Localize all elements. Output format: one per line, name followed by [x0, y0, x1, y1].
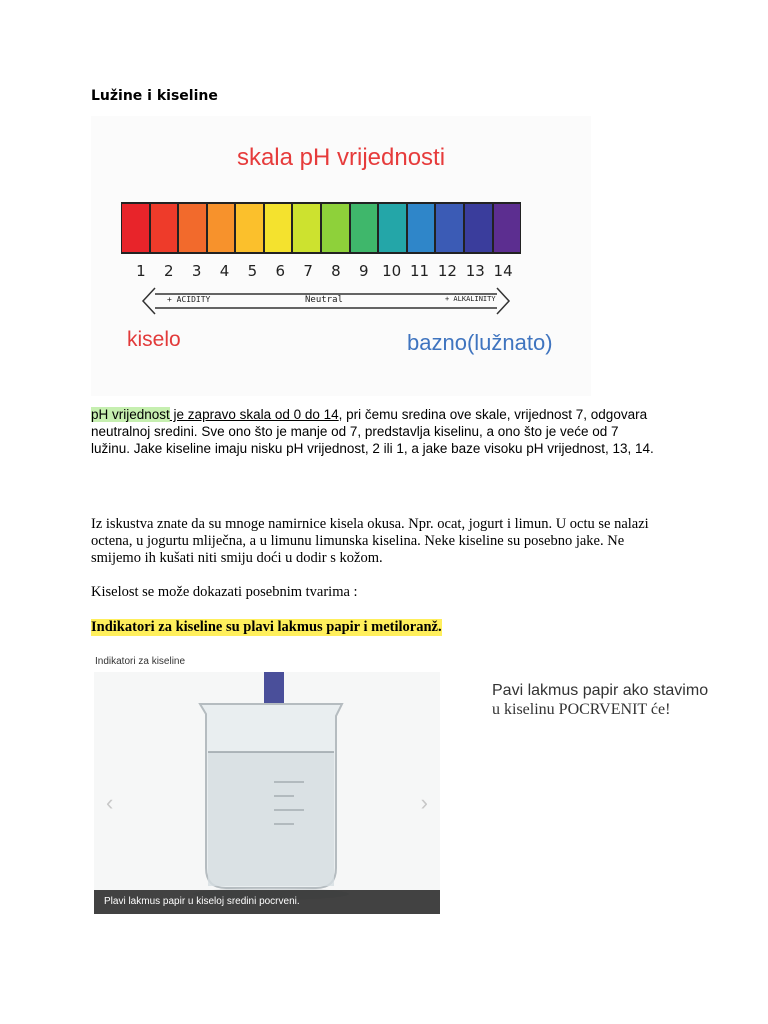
ph-number-7: 7: [303, 262, 313, 280]
ph-cell-7: [292, 202, 321, 254]
ph-number-14: 14: [493, 262, 513, 280]
ph-number-8: 8: [331, 262, 341, 280]
ph-cell-9: [350, 202, 379, 254]
beaker-illustration: [94, 672, 440, 914]
ph-cell-10: [378, 202, 407, 254]
beaker-image: [94, 672, 440, 914]
ph-color-bar: [121, 202, 521, 254]
ph-paragraph: [91, 406, 656, 457]
slideshow-heading: Indikatori za kiseline: [95, 656, 186, 667]
ph-number-10: 10: [382, 262, 402, 280]
neutral-label: Neutral: [305, 295, 343, 305]
ph-paragraph-rest: , pri čemu sredina ove skale, vrijednost 7, odgovara neutralnoj sredini. Sve ono što je manje od 7, predstavlja kiselinu, a ono što je veće od 7 lužinu. Jake kiseline imaju nisku pH vrijednost, 2 ili 1, a jake baze visoku pH vrijednost, 13, 14.: [91, 407, 654, 456]
ph-term-highlight: pH vrijednost: [91, 407, 170, 422]
ph-figure-title: skala pH vrijednosti: [236, 144, 446, 171]
ph-scale-figure: [91, 116, 591, 396]
acid-word: kiselo: [127, 328, 181, 351]
ph-cell-2: [150, 202, 179, 254]
ph-number-11: 11: [409, 262, 430, 280]
slideshow-next-icon[interactable]: ›: [420, 790, 428, 815]
ph-cell-12: [435, 202, 464, 254]
ph-number-3: 3: [191, 262, 202, 280]
alkalinity-label: + ALKALINITY: [445, 295, 496, 303]
page-heading: Lužine i kiseline: [91, 88, 218, 104]
ph-number-6: 6: [275, 262, 285, 280]
indicators-highlight: Indikatori za kiseline su plavi lakmus papir i metiloranž.: [91, 619, 442, 635]
experience-paragraph: Iz iskustva znate da su mnoge namirnice kisela okusa. Npr. ocat, jogurt i limun. U octu se nalazi octena, u jogurtu mliječna, a u limunu limunska kiselina. Neke kiseline su posebno jake. Ne smijemo ih kušati niti smiju doći u dodir s kožom.: [91, 516, 649, 566]
ph-cell-3: [178, 202, 207, 254]
slideshow-prev-icon[interactable]: ‹: [106, 790, 114, 815]
ph-number-5: 5: [247, 262, 258, 280]
ph-number-9: 9: [359, 262, 369, 280]
ph-cell-6: [264, 202, 293, 254]
slideshow-caption: Plavi lakmus papir u kiseloj sredini pocrveni.: [94, 890, 440, 914]
base-word: bazno(lužnato): [407, 330, 553, 355]
ph-cell-14: [493, 202, 522, 254]
ph-cell-1: [121, 202, 150, 254]
ph-number-1: 1: [136, 262, 146, 280]
ph-number-2: 2: [164, 262, 174, 280]
ph-cell-5: [235, 202, 264, 254]
ph-number-13: 13: [465, 262, 485, 280]
acidity-proof-paragraph: Kiselost se može dokazati posebnim tvarima :: [91, 584, 358, 600]
ph-number-12: 12: [437, 262, 457, 280]
ph-cell-11: [407, 202, 436, 254]
ph-number-4: 4: [219, 262, 230, 280]
side-note-line1: Pavi lakmus papir ako stavimo: [492, 682, 709, 699]
ph-cell-13: [464, 202, 493, 254]
side-note: [492, 682, 708, 719]
ph-range-underlined: je zapravo skala od 0 do 14: [169, 407, 339, 422]
ph-cell-8: [321, 202, 350, 254]
ph-number-row: [127, 262, 517, 280]
side-note-line2: u kiselinu POCRVENIT će!: [492, 701, 671, 718]
ph-cell-4: [207, 202, 236, 254]
acidity-label: + ACIDITY: [167, 295, 211, 304]
indicator-slideshow: [91, 652, 441, 914]
